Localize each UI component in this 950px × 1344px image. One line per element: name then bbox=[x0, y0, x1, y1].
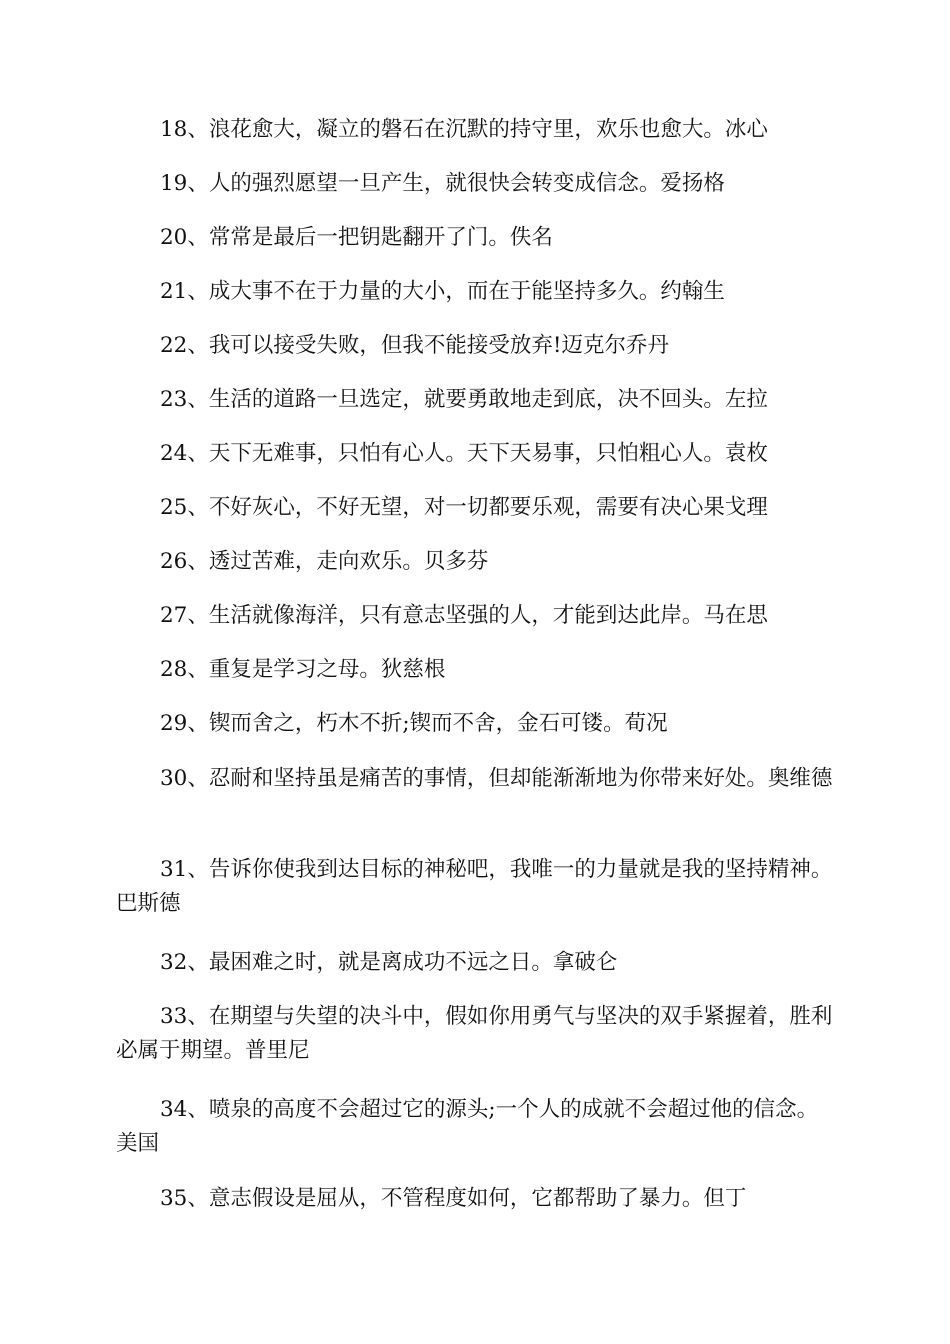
quote-29: 29、锲而舍之，朽木不折;锲而不舍，金石可镂。荀况 bbox=[160, 711, 668, 736]
quote-27: 27、生活就像海洋，只有意志坚强的人，才能到达此岸。马在思 bbox=[160, 603, 768, 628]
quote-22: 22、我可以接受失败，但我不能接受放弃!迈克尔乔丹 bbox=[160, 333, 670, 358]
quote-19: 19、人的强烈愿望一旦产生，就很快会转变成信念。爱扬格 bbox=[160, 171, 725, 196]
quote-35: 35、意志假设是屈从，不管程度如何，它都帮助了暴力。但丁 bbox=[160, 1186, 747, 1211]
quote-30: 30、忍耐和坚持虽是痛苦的事情，但却能渐渐地为你带来好处。奥维德 bbox=[160, 766, 833, 791]
quote-23: 23、生活的道路一旦选定，就要勇敢地走到底，决不回头。左拉 bbox=[160, 387, 768, 412]
quote-21: 21、成大事不在于力量的大小，而在于能坚持多久。约翰生 bbox=[160, 279, 725, 304]
quote-32: 32、最困难之时，就是离成功不远之日。拿破仑 bbox=[160, 950, 618, 975]
quote-18: 18、浪花愈大，凝立的磐石在沉默的持守里，欢乐也愈大。冰心 bbox=[160, 117, 768, 142]
quote-20: 20、常常是最后一把钥匙翻开了门。佚名 bbox=[160, 225, 553, 250]
quote-26: 26、透过苦难，走向欢乐。贝多芬 bbox=[160, 549, 489, 574]
quote-33: 33、在期望与失望的决斗中，假如你用勇气与坚决的双手紧握着，胜利必属于期望。普里尼 bbox=[116, 1004, 833, 1063]
quote-34: 34、喷泉的高度不会超过它的源头;一个人的成就不会超过他的信念。美国 bbox=[116, 1097, 819, 1156]
quote-24: 24、天下无难事，只怕有心人。天下天易事，只怕粗心人。袁枚 bbox=[160, 441, 768, 466]
quote-28: 28、重复是学习之母。狄慈根 bbox=[160, 657, 446, 682]
quote-31: 31、告诉你使我到达目标的神秘吧，我唯一的力量就是我的坚持精神。巴斯德 bbox=[116, 857, 833, 916]
quote-25: 25、不好灰心，不好无望，对一切都要乐观，需要有决心果戈理 bbox=[160, 495, 768, 520]
